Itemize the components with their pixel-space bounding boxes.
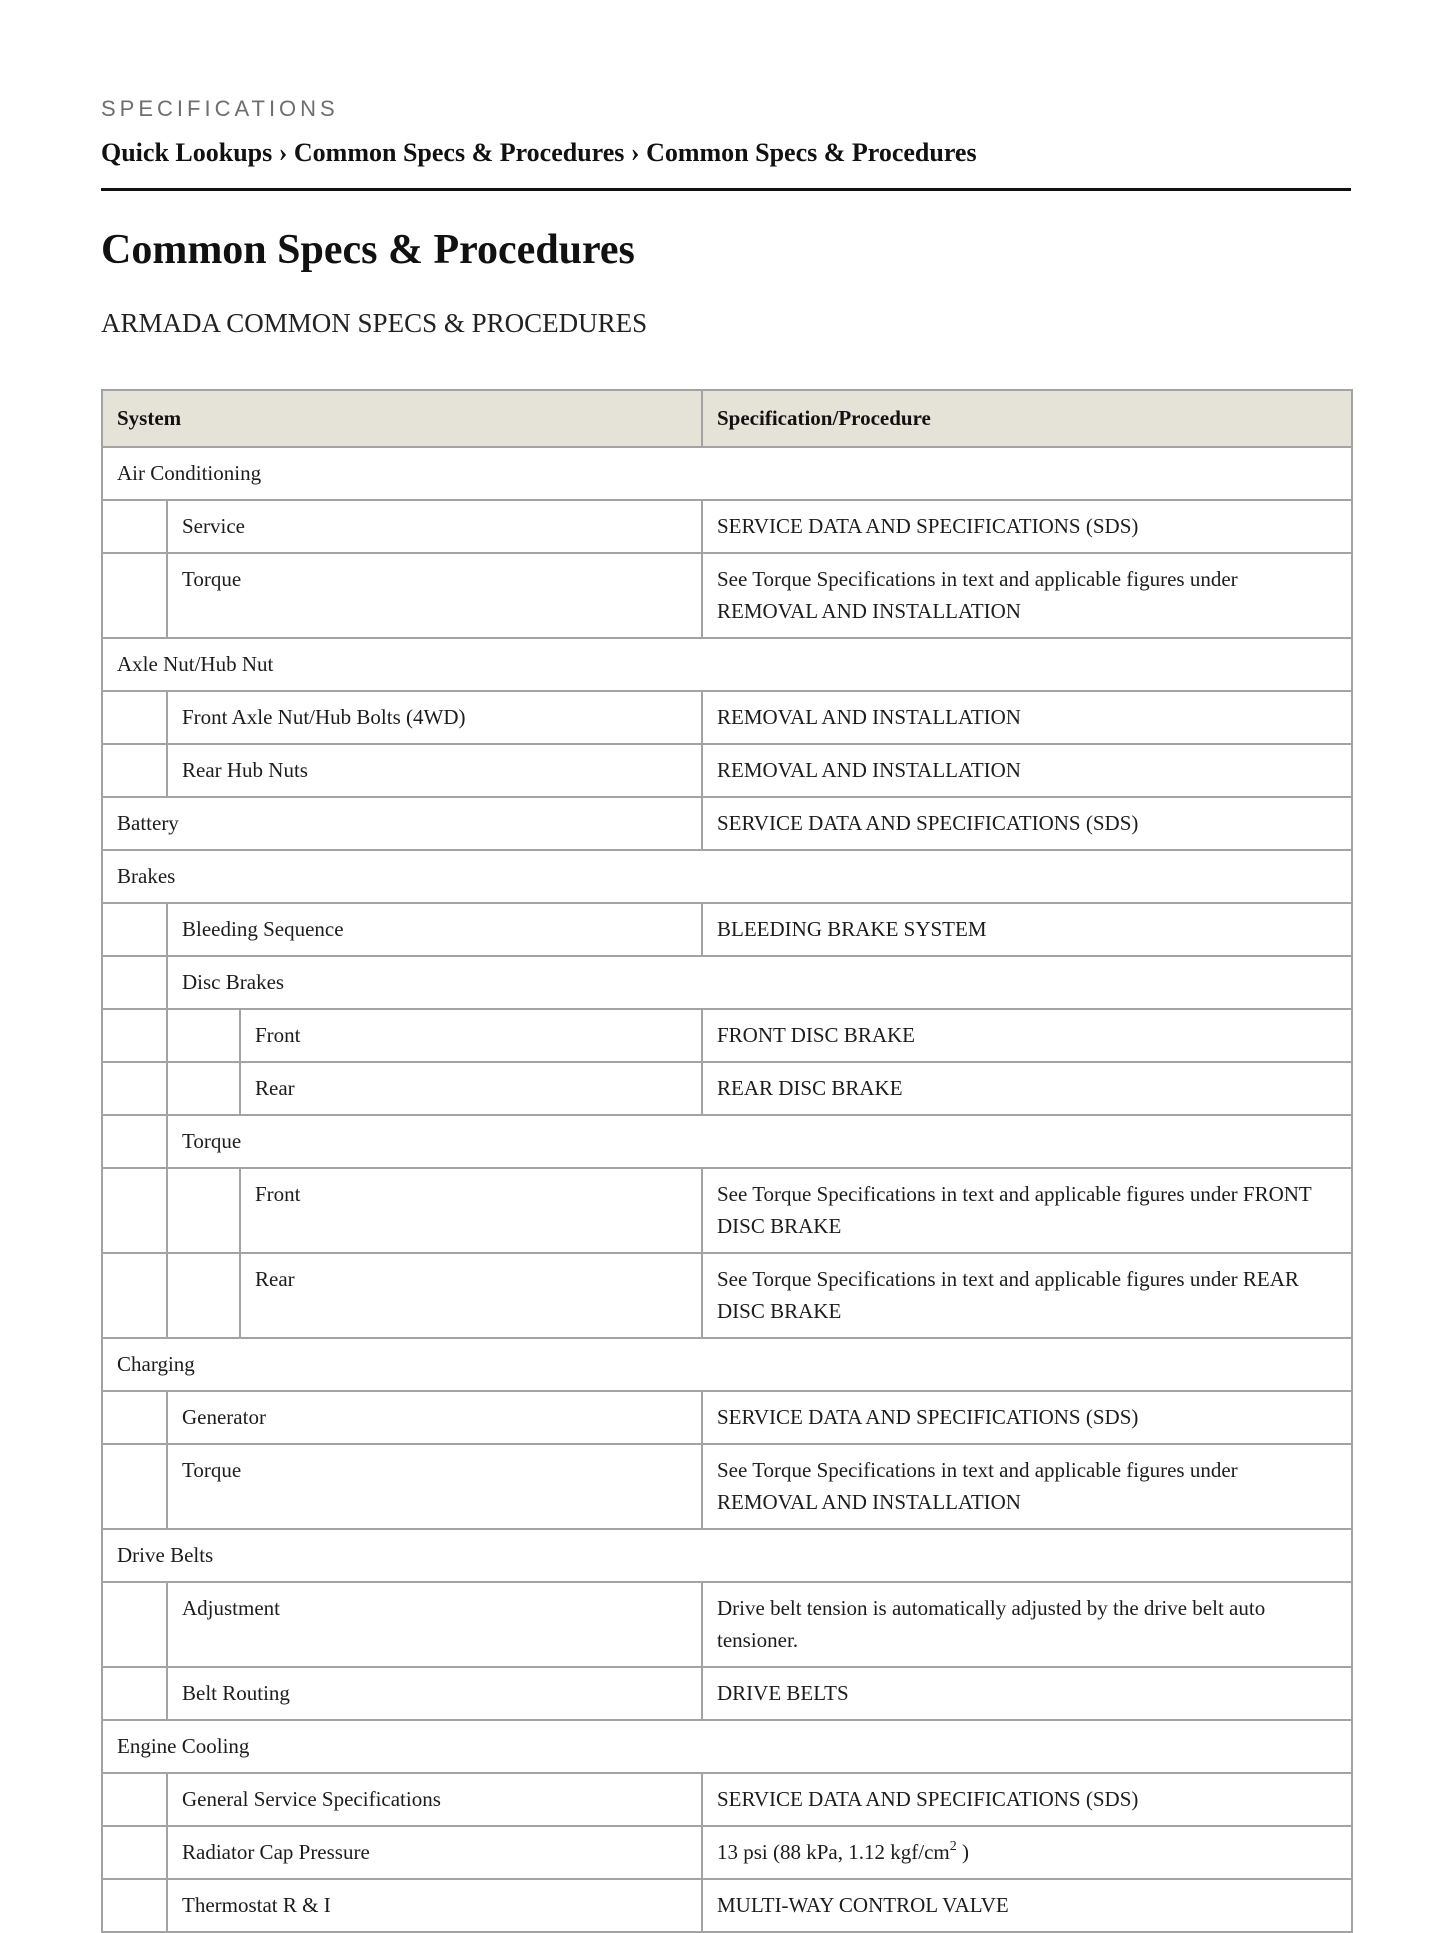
system-cell: Rear Hub Nuts xyxy=(167,744,702,797)
indent-cell xyxy=(102,691,167,744)
spec-cell: Drive belt tension is automatically adjusted by the drive belt auto tensioner. xyxy=(702,1582,1352,1667)
table-row xyxy=(102,1062,1352,1115)
system-cell: Thermostat R & I xyxy=(167,1879,702,1932)
table-row xyxy=(102,1773,1352,1826)
spec-cell: See Torque Specifications in text and applicable figures under FRONT DISC BRAKE xyxy=(702,1168,1352,1253)
table-row xyxy=(102,1009,1352,1062)
system-cell: Front xyxy=(240,1168,702,1253)
system-cell: Brakes xyxy=(102,850,1352,903)
indent-cell xyxy=(102,903,167,956)
header-divider xyxy=(101,188,1351,191)
table-row xyxy=(102,797,1352,850)
table-row xyxy=(102,1168,1352,1253)
system-cell: Torque xyxy=(167,1115,1352,1168)
spec-cell: BLEEDING BRAKE SYSTEM xyxy=(702,903,1352,956)
table-row xyxy=(102,1879,1352,1932)
system-cell: Charging xyxy=(102,1338,1352,1391)
column-header-system: System xyxy=(102,390,702,447)
spec-text-suffix: ) xyxy=(956,1840,969,1864)
spec-cell: FRONT DISC BRAKE xyxy=(702,1009,1352,1062)
system-cell: Torque xyxy=(167,553,702,638)
system-cell: Torque xyxy=(167,1444,702,1529)
indent-cell xyxy=(102,1009,167,1062)
system-cell: Generator xyxy=(167,1391,702,1444)
table-row xyxy=(102,691,1352,744)
indent-cell xyxy=(102,500,167,553)
spec-cell xyxy=(702,1826,1352,1879)
indent-cell xyxy=(102,744,167,797)
system-cell: Drive Belts xyxy=(102,1529,1352,1582)
system-cell: Disc Brakes xyxy=(167,956,1352,1009)
spec-cell: REAR DISC BRAKE xyxy=(702,1062,1352,1115)
indent-cell xyxy=(102,1253,167,1338)
table-row xyxy=(102,1338,1352,1391)
indent-cell xyxy=(102,1391,167,1444)
table-row xyxy=(102,1582,1352,1667)
table-row xyxy=(102,1391,1352,1444)
spec-cell: See Torque Specifications in text and applicable figures under REAR DISC BRAKE xyxy=(702,1253,1352,1338)
table-body xyxy=(102,447,1352,1932)
system-cell: Rear xyxy=(240,1253,702,1338)
table-row xyxy=(102,1444,1352,1529)
indent-cell xyxy=(102,1667,167,1720)
spec-cell: SERVICE DATA AND SPECIFICATIONS (SDS) xyxy=(702,500,1352,553)
table-row xyxy=(102,1667,1352,1720)
indent-cell xyxy=(167,1168,240,1253)
table-row xyxy=(102,500,1352,553)
indent-cell xyxy=(167,1009,240,1062)
indent-cell xyxy=(102,1582,167,1667)
spec-text: 13 psi (88 kPa, 1.12 kgf/cm xyxy=(717,1840,950,1864)
table-row xyxy=(102,903,1352,956)
table-row xyxy=(102,1529,1352,1582)
spec-cell: SERVICE DATA AND SPECIFICATIONS (SDS) xyxy=(702,1773,1352,1826)
breadcrumb[interactable]: Quick Lookups › Common Specs & Procedures › Common Specs & Procedures xyxy=(101,138,977,167)
system-cell: Front xyxy=(240,1009,702,1062)
system-cell: General Service Specifications xyxy=(167,1773,702,1826)
system-cell: Battery xyxy=(102,797,702,850)
table-row xyxy=(102,553,1352,638)
indent-cell xyxy=(102,1444,167,1529)
table-row xyxy=(102,638,1352,691)
system-cell: Service xyxy=(167,500,702,553)
indent-cell xyxy=(102,956,167,1009)
spec-cell: REMOVAL AND INSTALLATION xyxy=(702,691,1352,744)
page-subtitle: ARMADA COMMON SPECS & PROCEDURES xyxy=(101,308,648,338)
spec-cell: SERVICE DATA AND SPECIFICATIONS (SDS) xyxy=(702,1391,1352,1444)
table-row xyxy=(102,1720,1352,1773)
spec-superscript: 2 xyxy=(949,1839,957,1854)
table-row xyxy=(102,956,1352,1009)
indent-cell xyxy=(102,553,167,638)
section-label: SPECIFICATIONS xyxy=(101,96,339,121)
indent-cell xyxy=(102,1115,167,1168)
system-cell: Axle Nut/Hub Nut xyxy=(102,638,1352,691)
system-cell: Belt Routing xyxy=(167,1667,702,1720)
indent-cell xyxy=(102,1773,167,1826)
system-cell: Rear xyxy=(240,1062,702,1115)
system-cell: Radiator Cap Pressure xyxy=(167,1826,702,1879)
table-row xyxy=(102,447,1352,500)
table-row xyxy=(102,1115,1352,1168)
system-cell: Air Conditioning xyxy=(102,447,1352,500)
spec-cell: SERVICE DATA AND SPECIFICATIONS (SDS) xyxy=(702,797,1352,850)
table-row xyxy=(102,744,1352,797)
indent-cell xyxy=(102,1062,167,1115)
indent-cell xyxy=(102,1168,167,1253)
table-row xyxy=(102,850,1352,903)
specs-table xyxy=(101,389,1353,1933)
spec-cell: REMOVAL AND INSTALLATION xyxy=(702,744,1352,797)
table-row xyxy=(102,1253,1352,1338)
system-cell: Engine Cooling xyxy=(102,1720,1352,1773)
indent-cell xyxy=(167,1062,240,1115)
indent-cell xyxy=(102,1826,167,1879)
spec-cell: See Torque Specifications in text and applicable figures under REMOVAL AND INSTALLATION xyxy=(702,553,1352,638)
indent-cell xyxy=(102,1879,167,1932)
spec-cell: DRIVE BELTS xyxy=(702,1667,1352,1720)
page-title: Common Specs & Procedures xyxy=(101,227,635,273)
table-header-row xyxy=(102,390,1352,447)
system-cell: Bleeding Sequence xyxy=(167,903,702,956)
system-cell: Front Axle Nut/Hub Bolts (4WD) xyxy=(167,691,702,744)
spec-cell: See Torque Specifications in text and applicable figures under REMOVAL AND INSTALLATION xyxy=(702,1444,1352,1529)
table-row xyxy=(102,1826,1352,1879)
spec-cell: MULTI-WAY CONTROL VALVE xyxy=(702,1879,1352,1932)
indent-cell xyxy=(167,1253,240,1338)
system-cell: Adjustment xyxy=(167,1582,702,1667)
column-header-spec: Specification/Procedure xyxy=(702,390,1352,447)
